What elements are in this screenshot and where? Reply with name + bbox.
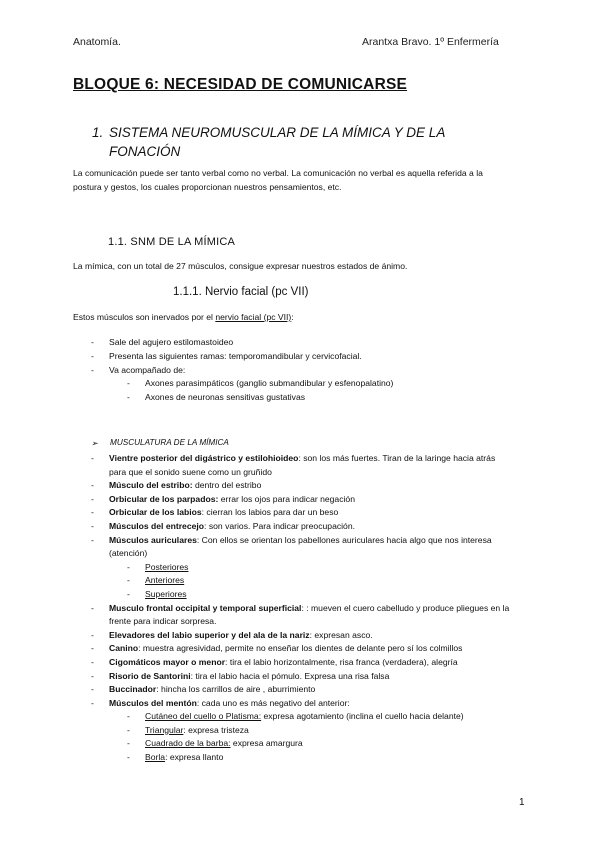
list-item: - Buccinador: hincha los carrillos de aire , aburrimiento bbox=[91, 684, 316, 695]
list-item: - Músculos del entrecejo: son varios. Para indicar preocupación. bbox=[91, 520, 355, 531]
list-item: - Anteriores bbox=[127, 575, 185, 586]
header-subject: Anatomía. bbox=[73, 36, 121, 48]
section-1-number: 1. bbox=[92, 125, 104, 140]
list-item: - Risorio de Santorini: tira el labio hacia el pómulo. Expresa una risa falsa bbox=[91, 670, 390, 681]
list-item: - Sale del agujero estilomastoideo bbox=[91, 337, 234, 347]
list-item: - Superiores bbox=[127, 588, 187, 599]
musculatura-heading-text: MUSCULATURA DE LA MÍMICA bbox=[110, 438, 229, 447]
list-item: - Canino: muestra agresividad, permite no enseñar los dientes de delante pero sí los colmillos bbox=[91, 643, 463, 654]
arrow-bullet-icon: ➢ bbox=[91, 439, 98, 448]
list-item: - Elevadores del labio superior y del ala de la nariz: expresan asco. bbox=[91, 629, 373, 640]
list-item: - Vientre posterior del digástrico y estilohioideo: son los más fuertes. Tiran de la laringe hacia atrás para que el sonido suene como un gruñido bbox=[91, 453, 496, 477]
nervio-text-before: Estos músculos son inervados por el bbox=[73, 312, 216, 322]
list-item: - Triangular: expresa tristeza bbox=[127, 724, 249, 735]
intro-paragraph: La comunicación puede ser tanto verbal como no verbal. La comunicación no verbal es aquella referida a la postura y gestos, los cuales proporcionan nuestros pensamientos, etc. bbox=[73, 168, 483, 192]
musculatura-heading bbox=[91, 438, 229, 447]
list-item: - Axones de neuronas sensitivas gustativas bbox=[127, 391, 306, 402]
list-item: - Músculo del estribo: dentro del estribo bbox=[91, 480, 262, 491]
list-item: - Presenta las siguientes ramas: temporomandibular y cervicofacial. bbox=[91, 350, 362, 361]
list-item: - Va acompañado de: bbox=[91, 364, 186, 375]
section-1-1-1-heading: 1.1.1. Nervio facial (pc VII) bbox=[173, 286, 309, 298]
list-item: - Orbicular de los parpados: errar los ojos para indicar negación bbox=[91, 493, 355, 504]
section-1-1-heading: 1.1. SNM DE LA MÍMICA bbox=[108, 236, 236, 248]
nervio-sub-list bbox=[127, 377, 393, 405]
section-1-title: SISTEMA NEUROMUSCULAR DE LA MÍMICA Y DE LA FONACIÓN bbox=[109, 125, 445, 159]
list-item: - Cigomáticos mayor o menor: tira el labio horizontalmente, risa franca (verdadera), alegría bbox=[91, 656, 458, 667]
musculatura-list bbox=[91, 452, 511, 765]
list-item: - Cutáneo del cuello o Platisma: expresa agotamiento (inclina el cuello hacia delante) bbox=[127, 711, 464, 722]
list-item: - Axones parasimpáticos (ganglio submandibular y esfenopalatino) bbox=[127, 378, 394, 388]
page-title: BLOQUE 6: NECESIDAD DE COMUNICARSE bbox=[73, 76, 408, 93]
list-item: - Orbicular de los labios: cierran los labios para dar un beso bbox=[91, 507, 339, 518]
page-number: 1 bbox=[519, 797, 525, 808]
list-item: - Posteriores bbox=[127, 561, 189, 572]
nervio-facial-link: nervio facial (pc VII) bbox=[215, 312, 292, 322]
list-item: - Cuadrado de la barba: expresa amargura bbox=[127, 738, 303, 749]
header-author: Arantxa Bravo. 1º Enfermería bbox=[362, 36, 499, 48]
nervio-text-after: : bbox=[291, 312, 294, 322]
list-item: - Musculo frontal occipital y temporal superficial: : mueven el cuero cabelludo y produce pliegues en la frente para indicar sorpresa. bbox=[91, 602, 510, 627]
nervio-facial-paragraph bbox=[73, 310, 513, 324]
nervio-bullet-list bbox=[91, 336, 362, 377]
list-item: - Músculos del mentón: cada uno es más negativo del anterior: bbox=[91, 697, 350, 708]
section-1-heading bbox=[92, 123, 512, 161]
list-item: - Borla: expresa llanto bbox=[127, 752, 224, 763]
section-1-1-text: La mímica, con un total de 27 músculos, consigue expresar nuestros estados de ánimo. bbox=[73, 261, 408, 271]
list-item: - Músculos auriculares: Con ellos se orientan los pabellones auriculares hacia algo que nos interesa (atención) bbox=[91, 534, 492, 559]
